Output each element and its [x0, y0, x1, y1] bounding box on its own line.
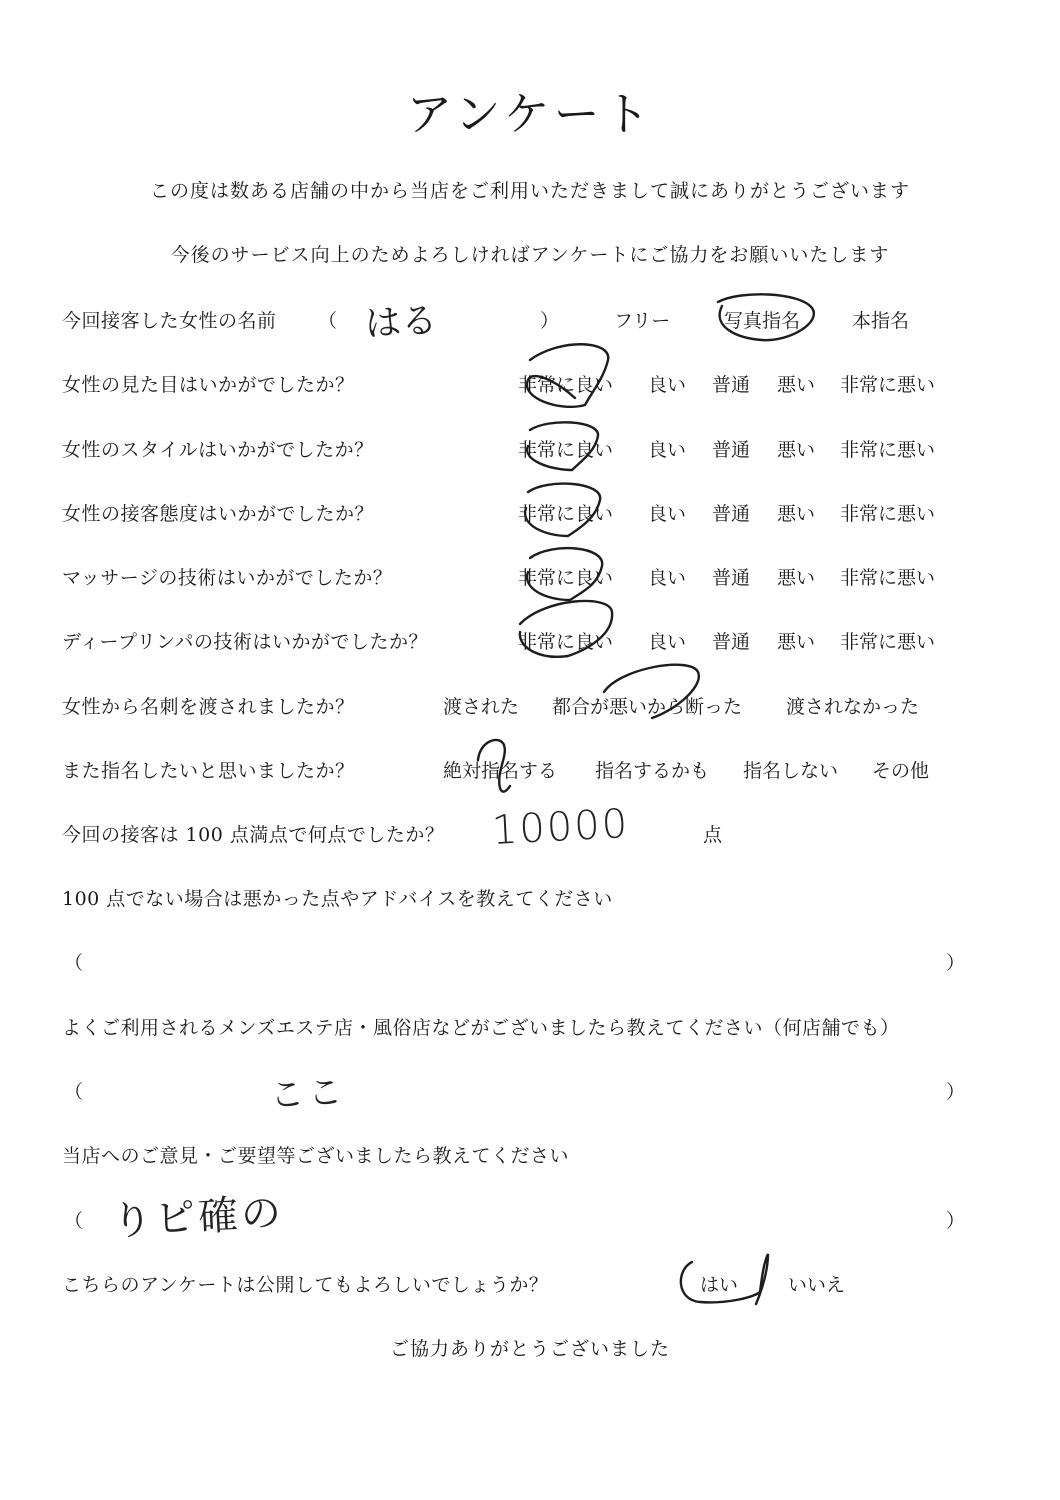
opinion-question-label: 当店へのご意見・ご要望等ございましたら教えてください [62, 1145, 570, 1167]
rating-option-bad[interactable]: 悪い [777, 503, 816, 525]
advice-close-paren: ） [946, 952, 966, 974]
rating-option-good[interactable]: 良い [648, 503, 687, 525]
rating-option-very-bad[interactable]: 非常に悪い [840, 439, 936, 461]
rating-question-massage: マッサージの技術はいかがでしたか？ [62, 567, 393, 589]
name-answer[interactable]: はる [364, 300, 439, 345]
rating-question-looks: 女性の見た目はいかがでしたか？ [62, 374, 355, 396]
rating-option-average[interactable]: 普通 [712, 631, 751, 653]
opinion-answer[interactable]: りピ確の [110, 1190, 286, 1245]
option-main-nomination[interactable]: 本指名 [852, 310, 910, 332]
rating-option-very-bad[interactable]: 非常に悪い [840, 567, 936, 589]
closing-message: ご協力ありがとうございました [389, 1338, 670, 1360]
publish-option-no[interactable]: いいえ [788, 1274, 846, 1296]
again-option-definitely[interactable]: 絶対指名する [443, 760, 558, 782]
rating-option-good[interactable]: 良い [648, 631, 687, 653]
rating-option-very-good[interactable]: 非常に良い [518, 567, 614, 589]
selection-circle [527, 344, 608, 407]
name-open-paren: （ [318, 310, 338, 332]
selection-circle [718, 294, 814, 340]
rating-option-good[interactable]: 良い [648, 374, 687, 396]
rating-option-bad[interactable]: 悪い [777, 631, 816, 653]
rating-option-bad[interactable]: 悪い [777, 567, 816, 589]
rating-option-very-good[interactable]: 非常に良い [518, 374, 614, 396]
rating-option-good[interactable]: 良い [648, 567, 687, 589]
publish-option-yes[interactable]: はい [700, 1274, 739, 1296]
rating-option-average[interactable]: 普通 [712, 567, 751, 589]
rating-question-attitude: 女性の接客態度はいかがでしたか？ [62, 503, 375, 525]
option-photo-nomination[interactable]: 写真指名 [724, 310, 801, 332]
rating-option-very-good[interactable]: 非常に良い [518, 503, 614, 525]
again-option-other[interactable]: その他 [872, 760, 930, 782]
opinion-open-paren: （ [64, 1210, 84, 1232]
rating-option-average[interactable]: 普通 [712, 503, 751, 525]
intro-line-1: この度は数ある店舗の中から当店をご利用いただきまして誠にありがとうございます [149, 180, 910, 202]
shops-close-paren: ） [946, 1081, 966, 1103]
name-question-label: 今回接客した女性の名前 [62, 310, 277, 332]
card-option-not-received[interactable]: 渡されなかった [786, 696, 920, 718]
advice-open-paren: （ [64, 952, 84, 974]
rating-option-average[interactable]: 普通 [712, 374, 751, 396]
card-option-received[interactable]: 渡された [443, 696, 520, 718]
intro-line-2: 今後のサービス向上のためよろしければアンケートにご協力をお願いいたします [170, 244, 890, 266]
opinion-close-paren: ） [946, 1210, 966, 1232]
selection-circle [525, 484, 600, 536]
rating-option-very-bad[interactable]: 非常に悪い [840, 374, 936, 396]
rating-option-good[interactable]: 良い [648, 439, 687, 461]
option-free[interactable]: フリー [614, 310, 671, 332]
selection-circle [520, 601, 612, 657]
rating-option-bad[interactable]: 悪い [777, 439, 816, 461]
publish-question-label: こちらのアンケートは公開してもよろしいでしょうか？ [62, 1274, 549, 1296]
shops-question-label: よくご利用されるメンズエステ店・風俗店などがございましたら教えてください（何店舗でも） [62, 1017, 900, 1039]
shops-answer[interactable]: ここ [269, 1072, 348, 1116]
rating-option-very-bad[interactable]: 非常に悪い [840, 631, 936, 653]
again-question-label: また指名したいと思いましたか？ [62, 760, 355, 782]
rating-question-style: 女性のスタイルはいかがでしたか？ [62, 439, 374, 461]
score-question-label: 今回の接客は 100 点満点で何点でしたか？ [62, 824, 445, 846]
again-option-no[interactable]: 指名しない [743, 760, 839, 782]
selection-circle [681, 1254, 768, 1304]
rating-option-very-bad[interactable]: 非常に悪い [840, 503, 936, 525]
score-unit: 点 [703, 824, 723, 846]
name-close-paren: ） [540, 310, 560, 332]
card-option-declined[interactable]: 都合が悪いから断った [552, 696, 743, 718]
again-option-maybe[interactable]: 指名するかも [595, 760, 710, 782]
rating-option-average[interactable]: 普通 [712, 439, 751, 461]
advice-question-label: 100 点でない場合は悪かった点やアドバイスを教えてください [62, 888, 613, 910]
rating-option-very-good[interactable]: 非常に良い [518, 631, 614, 653]
rating-option-bad[interactable]: 悪い [777, 374, 816, 396]
survey-title: アンケート [406, 87, 654, 141]
rating-question-lymph: ディープリンパの技術はいかがでしたか？ [62, 631, 428, 653]
selection-circle [478, 740, 510, 792]
rating-option-very-good[interactable]: 非常に良い [518, 439, 614, 461]
shops-open-paren: （ [64, 1081, 84, 1103]
selection-circle [604, 665, 699, 718]
card-question-label: 女性から名刺を渡されましたか？ [62, 696, 355, 718]
selection-circle [527, 548, 602, 600]
selection-circle [527, 422, 598, 470]
score-answer[interactable]: 10000 [490, 800, 631, 854]
